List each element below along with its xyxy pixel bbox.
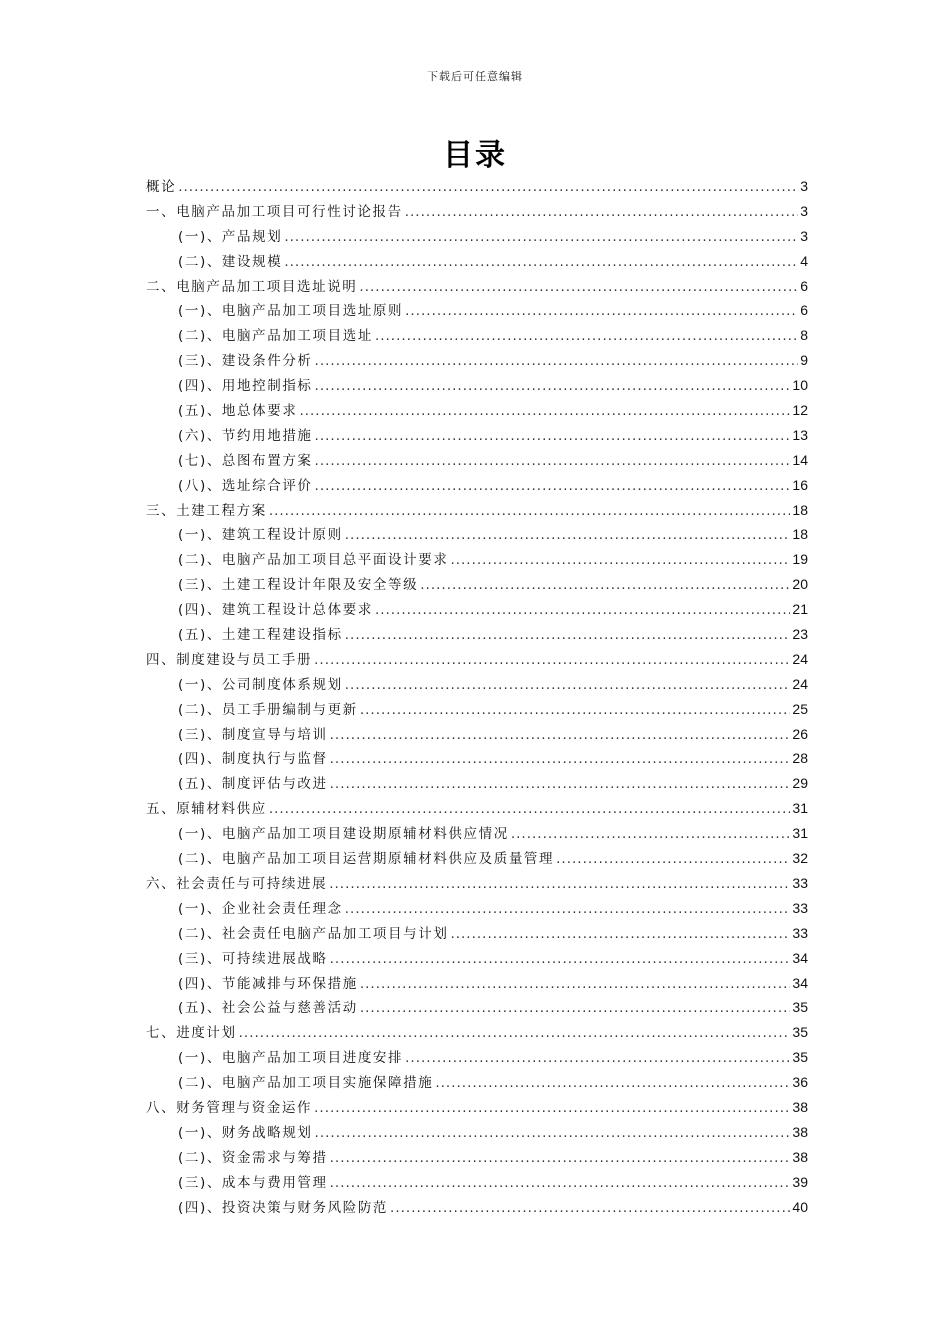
toc-entry-label: (一)、电脑产品加工项目选址原则 — [178, 303, 404, 320]
toc-dot-leader — [375, 324, 798, 349]
toc-entry-page-number: 6 — [800, 302, 808, 319]
toc-entry-page-number: 38 — [792, 1148, 808, 1165]
toc-entry-page-number: 3 — [800, 178, 808, 194]
toc-entry-page-number: 31 — [792, 825, 808, 842]
toc-entry[interactable] — [146, 274, 808, 299]
toc-dot-leader — [330, 747, 791, 772]
toc-entry-label: (一)、电脑产品加工项目进度安排 — [178, 1050, 404, 1067]
toc-entry[interactable] — [146, 522, 808, 547]
toc-entry-page-number: 32 — [792, 850, 808, 867]
toc-dot-leader — [345, 897, 791, 922]
toc-entry[interactable] — [146, 448, 808, 473]
toc-entry[interactable] — [146, 323, 808, 348]
toc-entry[interactable] — [146, 722, 808, 747]
toc-entry[interactable] — [146, 298, 808, 323]
toc-entry-page-number: 3 — [800, 227, 808, 244]
toc-entry-label: (三)、成本与费用管理 — [178, 1174, 328, 1191]
header-note: 下载后可任意编辑 — [427, 70, 523, 83]
toc-dot-leader — [330, 723, 791, 748]
toc-dot-leader — [315, 474, 791, 499]
toc-entry-label: (一)、财务战略规划 — [178, 1124, 313, 1141]
toc-dot-leader — [450, 922, 790, 947]
toc-entry[interactable] — [146, 1170, 808, 1195]
toc-entry-label: (一)、产品规划 — [178, 228, 283, 245]
toc-entry-label: 六、社会责任与可持续进展 — [146, 875, 328, 892]
toc-dot-leader — [360, 698, 791, 723]
toc-entry-page-number: 35 — [792, 1049, 808, 1066]
toc-entry[interactable] — [146, 647, 808, 672]
toc-dot-leader — [511, 822, 791, 847]
toc-entry-label: 一、电脑产品加工项目可行性讨论报告 — [146, 203, 403, 220]
toc-entry-label: (五)、制度评估与改进 — [178, 776, 328, 793]
toc-entry-page-number: 3 — [800, 202, 808, 219]
toc-entry-label: (二)、社会责任电脑产品加工项目与计划 — [178, 925, 449, 942]
toc-dot-leader — [315, 449, 791, 474]
toc-dot-leader — [315, 1121, 791, 1146]
toc-entry[interactable] — [146, 1020, 808, 1045]
toc-entry-page-number: 18 — [792, 526, 808, 543]
toc-entry-label: (四)、建筑工程设计总体要求 — [178, 602, 373, 619]
toc-dot-leader — [345, 673, 791, 698]
toc-dot-leader — [360, 996, 791, 1021]
toc-entry-label: 八、财务管理与资金运作 — [146, 1099, 313, 1116]
toc-dot-leader — [390, 1196, 790, 1221]
toc-entry-label: (三)、可持续进展战略 — [178, 950, 328, 967]
toc-entry[interactable] — [146, 1095, 808, 1120]
toc-entry-label: (一)、建筑工程设计原则 — [178, 527, 343, 544]
toc-entry-page-number: 6 — [800, 277, 808, 294]
toc-dot-leader — [330, 772, 791, 797]
toc-entry[interactable] — [146, 771, 808, 796]
toc-dot-leader — [345, 623, 791, 648]
toc-entry-page-number: 34 — [792, 949, 808, 966]
toc-entry-page-number: 28 — [792, 750, 808, 767]
toc-entry-page-number: 4 — [800, 252, 808, 269]
toc-entry-label: (一)、企业社会责任理念 — [178, 900, 343, 917]
toc-dot-leader — [315, 424, 791, 449]
toc-entry[interactable] — [146, 796, 808, 821]
toc-entry[interactable] — [146, 971, 808, 996]
page-title: 目录 — [443, 138, 507, 173]
toc-entry-page-number: 16 — [792, 476, 808, 493]
toc-entry-label: (八)、选址综合评价 — [178, 477, 313, 494]
toc-dot-leader — [405, 1046, 790, 1071]
toc-dot-leader — [330, 1171, 791, 1196]
toc-entry-label: 概论 — [146, 179, 177, 195]
toc-entry-page-number: 26 — [792, 725, 808, 742]
toc-entry[interactable] — [146, 423, 808, 448]
toc-entry-label: (二)、建设规模 — [178, 253, 283, 270]
toc-entry[interactable] — [146, 896, 808, 921]
toc-entry-label: (四)、制度执行与监督 — [178, 751, 328, 768]
toc-entry[interactable] — [146, 224, 808, 249]
toc-entry-label: 七、进度计划 — [146, 1025, 237, 1042]
toc-entry-label: (二)、电脑产品加工项目运营期原辅材料供应及质量管理 — [178, 851, 555, 868]
toc-entry[interactable] — [146, 1045, 808, 1070]
toc-entry-page-number: 21 — [792, 601, 808, 618]
toc-dot-leader — [239, 1021, 791, 1046]
toc-entry-page-number: 39 — [792, 1173, 808, 1190]
toc-entry-page-number: 18 — [792, 501, 808, 518]
toc-entry-page-number: 35 — [792, 1024, 808, 1041]
toc-entry-label: (一)、公司制度体系规划 — [178, 676, 343, 693]
toc-entry-page-number: 25 — [792, 700, 808, 717]
toc-dot-leader — [284, 250, 798, 275]
toc-dot-leader — [284, 225, 798, 250]
toc-entry[interactable] — [146, 547, 808, 572]
toc-dot-leader — [178, 175, 798, 200]
toc-entry[interactable] — [146, 398, 808, 423]
toc-entry[interactable] — [146, 697, 808, 722]
toc-dot-leader — [420, 573, 790, 598]
toc-entry-label: (四)、投资决策与财务风险防范 — [178, 1199, 389, 1216]
toc-dot-leader — [345, 523, 791, 548]
table-of-contents — [146, 174, 808, 1219]
toc-dot-leader — [330, 947, 791, 972]
toc-entry[interactable] — [146, 672, 808, 697]
toc-dot-leader — [314, 648, 790, 673]
toc-entry-page-number: 40 — [792, 1198, 808, 1215]
toc-dot-leader — [330, 1146, 791, 1171]
toc-entry-page-number: 29 — [792, 775, 808, 792]
toc-entry-page-number: 34 — [792, 974, 808, 991]
toc-entry-page-number: 24 — [792, 675, 808, 692]
toc-dot-leader — [315, 374, 791, 399]
toc-entry-label: (三)、制度宣导与培训 — [178, 726, 328, 743]
toc-entry[interactable] — [146, 597, 808, 622]
toc-entry-page-number: 24 — [792, 650, 808, 667]
toc-entry-label: (五)、地总体要求 — [178, 403, 298, 420]
toc-entry-page-number: 38 — [792, 1098, 808, 1115]
toc-entry-page-number: 14 — [792, 451, 808, 468]
toc-entry-label: 三、土建工程方案 — [146, 502, 267, 519]
toc-entry-label: 五、原辅材料供应 — [146, 801, 267, 818]
toc-entry-page-number: 19 — [792, 551, 808, 568]
toc-entry-label: (二)、电脑产品加工项目选址 — [178, 328, 373, 345]
toc-entry[interactable] — [146, 622, 808, 647]
toc-dot-leader — [360, 972, 791, 997]
toc-entry-page-number: 36 — [792, 1074, 808, 1091]
toc-entry[interactable] — [146, 946, 808, 971]
toc-dot-leader — [269, 797, 791, 822]
toc-entry-label: (二)、资金需求与筹措 — [178, 1149, 328, 1166]
toc-entry[interactable] — [146, 348, 808, 373]
toc-dot-leader — [299, 399, 790, 424]
toc-entry[interactable] — [146, 373, 808, 398]
toc-dot-leader — [450, 548, 790, 573]
toc-entry[interactable] — [146, 1070, 808, 1095]
toc-entry-page-number: 13 — [792, 426, 808, 443]
toc-dot-leader — [405, 299, 798, 324]
toc-dot-leader — [359, 275, 798, 300]
toc-entry-page-number: 38 — [792, 1123, 808, 1140]
toc-entry-page-number: 20 — [792, 576, 808, 593]
toc-entry-label: 二、电脑产品加工项目选址说明 — [146, 278, 358, 295]
toc-dot-leader — [329, 872, 790, 897]
toc-entry-label: (五)、土建工程建设指标 — [178, 627, 343, 644]
toc-entry[interactable] — [146, 174, 808, 199]
toc-entry[interactable] — [146, 1145, 808, 1170]
toc-entry-label: 四、制度建设与员工手册 — [146, 651, 313, 668]
toc-entry-page-number: 33 — [792, 874, 808, 891]
toc-entry-page-number: 23 — [792, 626, 808, 643]
toc-entry[interactable] — [146, 199, 808, 224]
toc-entry[interactable] — [146, 572, 808, 597]
toc-entry[interactable] — [146, 746, 808, 771]
toc-dot-leader — [315, 349, 799, 374]
toc-entry-page-number: 35 — [792, 999, 808, 1016]
toc-entry[interactable] — [146, 249, 808, 274]
toc-entry-label: (四)、用地控制指标 — [178, 378, 313, 395]
toc-dot-leader — [375, 598, 790, 623]
toc-entry-label: (一)、电脑产品加工项目建设期原辅材料供应情况 — [178, 826, 509, 843]
toc-entry-page-number: 33 — [792, 924, 808, 941]
toc-dot-leader — [314, 1096, 790, 1121]
toc-entry[interactable] — [146, 921, 808, 946]
toc-entry-label: (三)、建设条件分析 — [178, 353, 313, 370]
toc-entry-page-number: 33 — [792, 899, 808, 916]
toc-entry-page-number: 31 — [792, 800, 808, 817]
toc-entry-label: (五)、社会公益与慈善活动 — [178, 1000, 358, 1017]
toc-entry[interactable] — [146, 995, 808, 1020]
toc-entry[interactable] — [146, 846, 808, 871]
toc-entry-page-number: 8 — [800, 327, 808, 344]
toc-entry[interactable] — [146, 498, 808, 523]
toc-entry-page-number: 12 — [792, 402, 808, 419]
toc-entry-label: (六)、节约用地措施 — [178, 427, 313, 444]
toc-entry-label: (四)、节能减排与环保措施 — [178, 975, 358, 992]
toc-dot-leader — [405, 200, 799, 225]
toc-dot-leader — [269, 499, 791, 524]
toc-entry-label: (二)、电脑产品加工项目实施保障措施 — [178, 1075, 434, 1092]
toc-entry[interactable] — [146, 473, 808, 498]
toc-dot-leader — [435, 1071, 790, 1096]
toc-entry-label: (三)、土建工程设计年限及安全等级 — [178, 577, 419, 594]
toc-entry-label: (二)、员工手册编制与更新 — [178, 701, 358, 718]
toc-entry[interactable] — [146, 1195, 808, 1220]
toc-entry-page-number: 9 — [800, 352, 808, 369]
toc-dot-leader — [556, 847, 790, 872]
toc-entry-label: (二)、电脑产品加工项目总平面设计要求 — [178, 552, 449, 569]
toc-entry-page-number: 10 — [792, 377, 808, 394]
toc-entry[interactable] — [146, 1120, 808, 1145]
toc-entry[interactable] — [146, 871, 808, 896]
toc-entry-label: (七)、总图布置方案 — [178, 452, 313, 469]
toc-entry[interactable] — [146, 821, 808, 846]
